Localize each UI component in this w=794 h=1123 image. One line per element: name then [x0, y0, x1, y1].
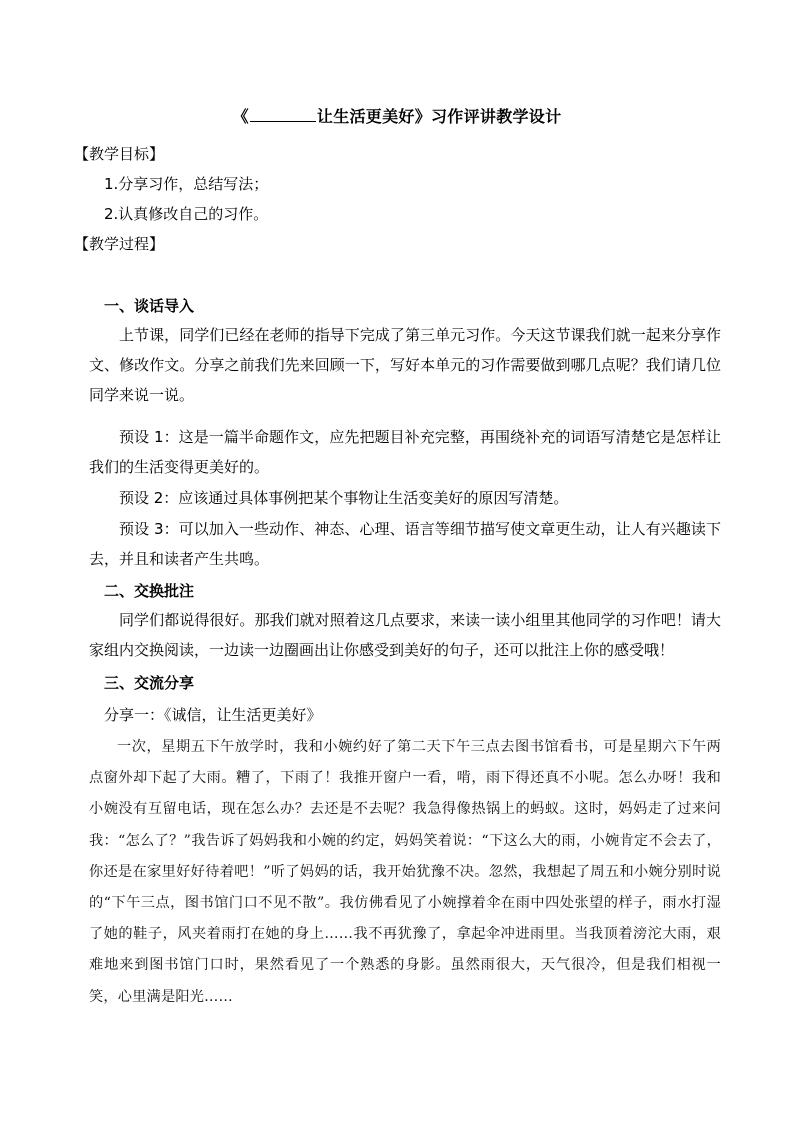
- section-2-paragraph: 同学们都说得很好。那我们就对照着这几点要求，来读一读小组里其他同学的习作吧！请大家组内交换阅读，一边读一边圈画出让你感受到美好的句子，还可以批注上你的感受哦！: [89, 611, 721, 659]
- document-title: [0, 105, 794, 129]
- section-1-paragraph: 上节课，同学们已经在老师的指导下完成了第三单元习作。今天这节课我们就一起来分享作文、修改作文。分享之前我们先来回顾一下，写好本单元的习作需要做到哪几点呢？我们请几位同学来说一说。: [89, 326, 721, 404]
- goal-item-1: 1.分享习作，总结写法；: [104, 175, 269, 193]
- share-1-title: 分享一：《诚信，让生活更美好》: [104, 706, 322, 724]
- title-suffix: 让生活更美好》习作评讲教学设计: [316, 107, 562, 126]
- goal-item-2: 2.认真修改自己的习作。: [104, 205, 269, 223]
- section-1-heading: 一、谈话导入: [104, 297, 195, 315]
- section-3-heading: 三、交流分享: [104, 674, 195, 692]
- preset-3: 预设 3：可以加入一些动作、神态、心理、语言等细节描写使文章更生动，让人有兴趣读下去，并且和读者产生共鸣。: [89, 520, 721, 568]
- preset-2: 预设 2：应该通过具体事例把某个事物让生活变美好的原因写清楚。: [119, 489, 569, 507]
- title-blank-line: [250, 107, 316, 122]
- shared-essay-excerpt: 一次，星期五下午放学时，我和小婉约好了第二天下午三点去图书馆看书，可是星期六下午两点窗外却下起了大雨。糟了，下雨了！我推开窗户一看，啃，雨下得还真不小呢。怎么办呀！我和小婉没有互留电话，现在怎么办？去还是不去呢？我急得像热锅上的蚂蚁。这时，妈妈走了过来问我：“怎么了？”我告诉了妈妈我和小婉的约定，妈妈笑着说：“下这么大的雨，小婉肯定不会去了，你还是在家里好好待着吧！”听了妈妈的话，我开始犹豫不决。忽然，我想起了周五和小婉分别时说的“下午三点，图书馆门口不见不散”。我仿佛看见了小婉撑着伞在雨中四处张望的样子，雨水打湿了她的鞋子，风夹着雨打在她的身上……我不再犹豫了，拿起伞冲进雨里。当我顶着滂沱大雨，艰难地来到图书馆门口时，果然看见了一个熟悉的身影。虽然雨很大，天气很冷，但是我们相视一笑，心里满是阳光……: [89, 739, 721, 1005]
- section-2-heading: 二、交换批注: [104, 582, 195, 600]
- process-heading: 【教学过程】: [74, 235, 165, 253]
- goals-heading: 【教学目标】: [74, 145, 165, 163]
- title-prefix: 《: [232, 107, 249, 126]
- preset-1: 预设 1：这是一篇半命题作文，应先把题目补充完整，再围绕补充的词语写清楚它是怎样让我们的生活变得更美好的。: [89, 428, 721, 476]
